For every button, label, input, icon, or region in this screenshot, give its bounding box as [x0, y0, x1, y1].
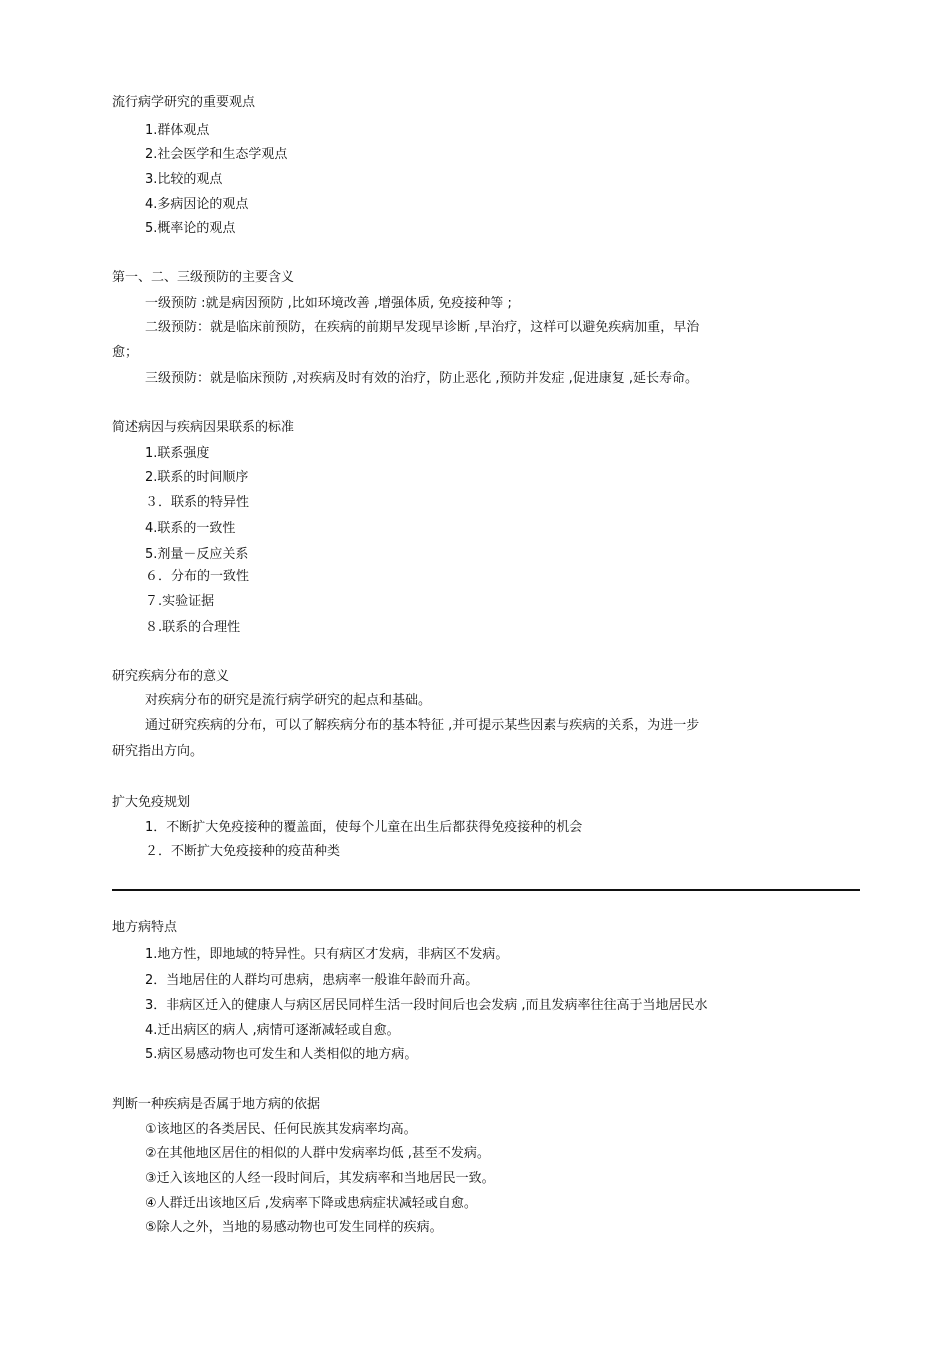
paragraph-line: 愈；: [112, 345, 139, 360]
section-title: 流行病学研究的重要观点: [112, 95, 256, 110]
list-item: ①该地区的各类居民、任何民族其发病率均高。: [145, 1122, 417, 1137]
list-item: ②在其他地区居住的相似的人群中发病率均低 ,甚至不发病。: [145, 1146, 490, 1161]
section-title: 第一、二、三级预防的主要含义: [112, 270, 295, 285]
list-item: 3．非病区迁入的健康人与病区居民同样生活一段时间后也会发病 ,而且发病率往往高于当地居民水: [145, 998, 708, 1013]
list-item: 1.联系强度: [145, 446, 210, 461]
list-item: 5.概率论的观点: [145, 221, 236, 236]
section-title: 判断一种疾病是否属于地方病的依据: [112, 1097, 321, 1112]
section-title: 扩大免疫规划: [112, 795, 191, 810]
list-item: ８.联系的合理性: [145, 620, 241, 635]
list-item: 3.比较的观点: [145, 172, 223, 187]
list-item: 2.联系的时间顺序: [145, 470, 249, 485]
list-item: 4.联系的一致性: [145, 521, 236, 536]
paragraph-line: 三级预防：就是临床预防 ,对疾病及时有效的治疗，防止恶化 ,预防并发症 ,促进康复 ,延长寿命。: [145, 371, 699, 386]
list-item: 5.剂量－反应关系: [145, 547, 249, 562]
list-item: 4.多病因论的观点: [145, 197, 249, 212]
list-item: ④人群迁出该地区后 ,发病率下降或患病症状减轻或自愈。: [145, 1196, 477, 1211]
list-item: 1.群体观点: [145, 123, 210, 138]
paragraph-line: 一级预防 :就是病因预防 ,比如环境改善 ,增强体质, 免疫接种等 ;: [145, 296, 512, 311]
list-item: ７.实验证据: [145, 594, 215, 609]
list-item: 1．不断扩大免疫接种的覆盖面，使每个儿童在出生后都获得免疫接种的机会: [145, 820, 583, 835]
paragraph-line: 研究指出方向。: [112, 744, 204, 759]
list-item: 5.病区易感动物也可发生和人类相似的地方病。: [145, 1047, 418, 1062]
section-title: 地方病特点: [112, 920, 178, 935]
list-item: ６．分布的一致性: [145, 569, 250, 584]
list-item: 4.迁出病区的病人 ,病情可逐渐减轻或自愈。: [145, 1023, 400, 1038]
paragraph-line: 对疾病分布的研究是流行病学研究的起点和基础。: [145, 693, 432, 708]
horizontal-divider: [112, 889, 860, 891]
section-title: 简述病因与疾病因果联系的标准: [112, 420, 295, 435]
section-title: 研究疾病分布的意义: [112, 669, 230, 684]
list-item: 2．当地居住的人群均可患病，患病率一般谁年龄而升高。: [145, 973, 479, 988]
list-item: ２．不断扩大免疫接种的疫苗种类: [145, 844, 341, 859]
list-item: ③迁入该地区的人经一段时间后，其发病率和当地居民一致。: [145, 1171, 495, 1186]
list-item: 2.社会医学和生态学观点: [145, 147, 288, 162]
list-item: ３．联系的特异性: [145, 495, 250, 510]
list-item: ⑤除人之外，当地的易感动物也可发生同样的疾病。: [145, 1220, 443, 1235]
paragraph-line: 通过研究疾病的分布，可以了解疾病分布的基本特征 ,并可提示某些因素与疾病的关系，为进一步: [145, 718, 700, 733]
list-item: 1.地方性，即地域的特异性。只有病区才发病，非病区不发病。: [145, 947, 509, 962]
paragraph-line: 二级预防：就是临床前预防，在疾病的前期早发现早诊断 ,早治疗，这样可以避免疾病加重，早治: [145, 320, 700, 335]
